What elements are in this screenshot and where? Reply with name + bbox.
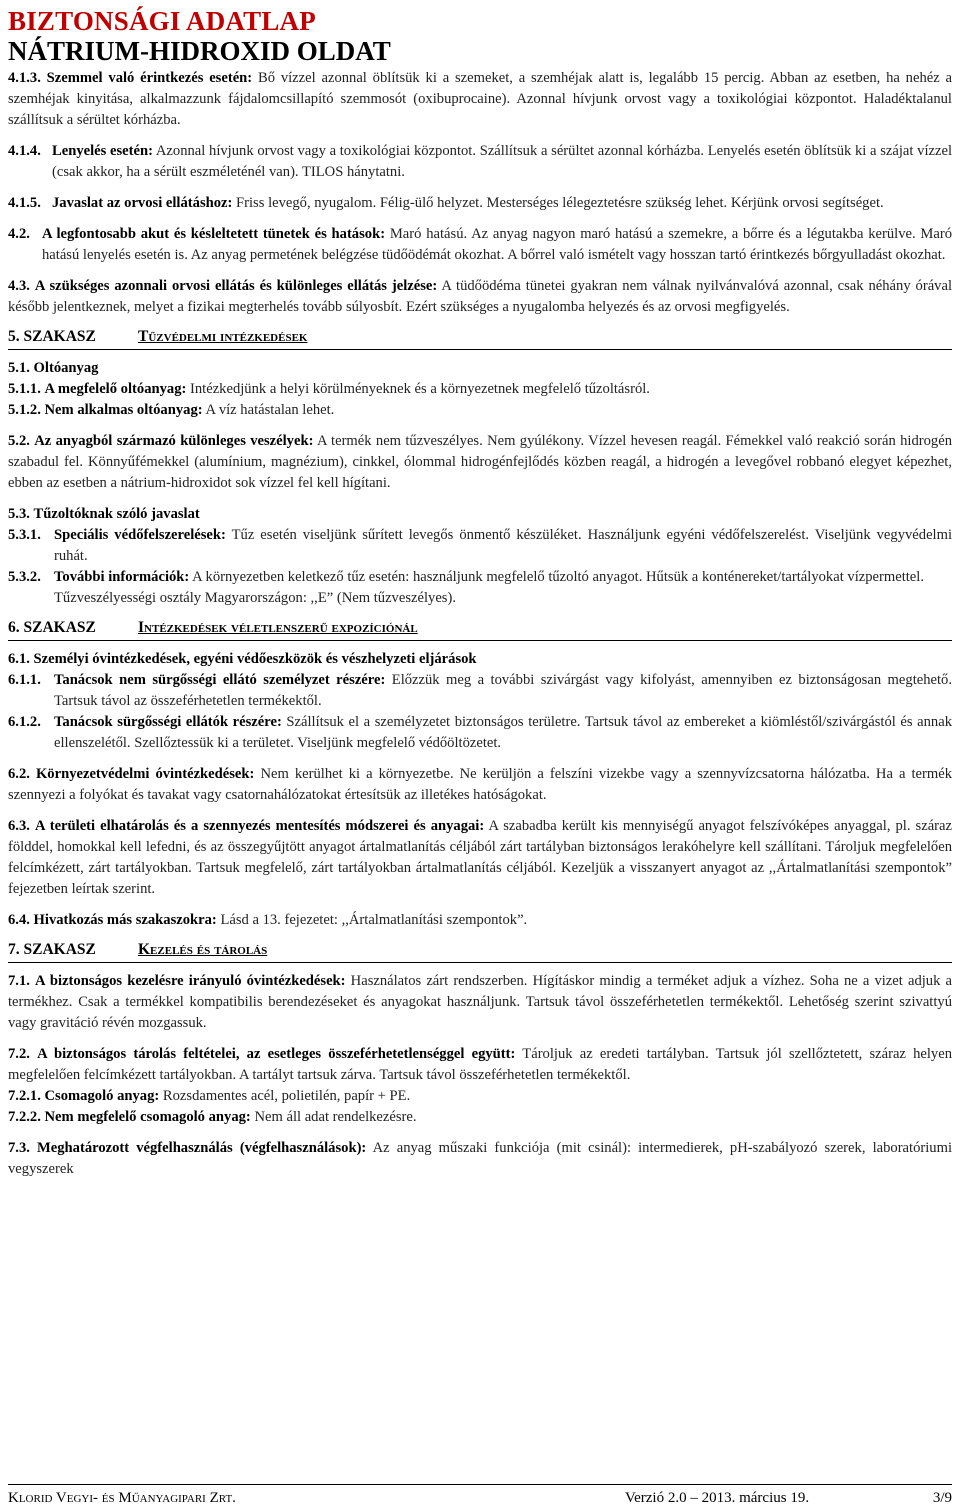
para-text: Maró hatású. Az anyag nagyon maró hatású a szemekre, a bőrre és a légutakba kerülve. Maró hatású lenyelés esetén is. Az anyag permetének belégzése tüdőödémát okozhat. A bőrrel való ismételt vagy hosszan tartó érintkezés bőrgyulladást okozhat. — [42, 226, 952, 263]
para-number: 4.2. — [8, 226, 30, 242]
para-label: Hivatkozás más szakaszokra: — [33, 912, 217, 928]
page-footer — [8, 1484, 952, 1509]
para-text: Rozsdamentes acél, polietilén, papír + PE. — [162, 1088, 411, 1104]
para-number: 7.2.2. — [8, 1109, 41, 1125]
para-number: 4.3. — [8, 278, 30, 294]
para-number: 5.2. — [8, 433, 30, 449]
para-6-1 — [8, 649, 952, 670]
para-5-1 — [8, 358, 952, 379]
para-text: Az anyag műszaki funkciója (mit csinál): intermedierek, pH-szabályozó szerek, laboratóriumi vegyszerek — [8, 1140, 953, 1177]
para-label: Javaslat az orvosi ellátáshoz: — [52, 195, 233, 211]
para-number: 4.1.3. — [8, 70, 41, 86]
footer-version: Verzió 2.0 – 2013. március 19. — [624, 1490, 810, 1506]
para-number: 4.1.4. — [8, 143, 41, 159]
para-text: Tároljuk az eredeti tartályban. Tartsuk jól szellőztetett, száraz helyen megfelelően felcímkézett tartályokban. A tartályt tartsuk zárva. Tartsuk távol összeférhetetlen termékektől. — [8, 1046, 952, 1083]
para-number: 7.2.1. — [8, 1088, 41, 1104]
para-text: Azonnal hívjunk orvost vagy a toxikológiai központot. Szállítsuk a sérültet azonnal kórházba. Lenyelés esetén öblítsük ki a szájat vízzel (csak akkor, ha a sérült eszméleténél van). TILOS hánytatni. — [52, 143, 952, 180]
para-text: Előzzük meg a további szivárgást vagy kifolyást, amennyiben ez biztonságosan megtehető. Tartsuk távol az összeférhetetlen termékektől. — [54, 672, 952, 709]
footer-company: Klorid Vegyi- és Műanyagipari Zrt. — [8, 1490, 236, 1506]
section-header-7 — [8, 939, 952, 963]
para-number: 6.1.2. — [8, 714, 41, 730]
para-7-1 — [8, 971, 952, 1034]
para-label: Csomagoló anyag: — [44, 1088, 160, 1104]
para-label: A szükséges azonnali orvosi ellátás és különleges ellátás jelzése: — [34, 278, 438, 294]
para-6-1-2 — [8, 712, 952, 754]
document-title: BIZTONSÁGI ADATLAP — [8, 6, 316, 36]
para-text: Nem áll adat rendelkezésre. — [254, 1109, 417, 1125]
para-7-2-2 — [8, 1107, 952, 1128]
product-name: NÁTRIUM-HIDROXID OLDAT — [8, 36, 391, 66]
para-number: 6.4. — [8, 912, 30, 928]
para-5-1-2 — [8, 400, 952, 421]
para-number: 5.3.1. — [8, 527, 41, 543]
para-label: Környezetvédelmi óvintézkedések: — [35, 766, 255, 782]
para-label: Speciális védőfelszerelések: — [54, 527, 226, 543]
para-text: Lásd a 13. fejezetet: ,,Ártalmatlanítási szempontok”. — [220, 912, 528, 928]
para-text-2: Tűzveszélyességi osztály Magyarországon: ,,E” (Nem tűzveszélyes). — [54, 590, 456, 606]
para-text: Bő vízzel azonnal öblítsük ki a szemeket, a szemhéjak alatt is, legalább 15 percig. Abban az esetben, ha nehéz a szemhéjak kinyitása, alkalmazzunk fájdalomcsillapító szemmosót (oxibuprocaine). Azonnal hívjunk orvost vagy a toxikológiai központot. Haladéktalanul szállítsuk a sérültet kórházba. — [8, 70, 953, 128]
para-number: 6.1.1. — [8, 672, 41, 688]
para-label: Lenyelés esetén: — [52, 143, 153, 159]
para-text: A szabadba került kis mennyiségű anyagot felszívóképes anyaggal, pl. száraz földdel, homokkal kell lefedni, és az összegyűjtött anyagot ártalmatlanítás céljából zárt tartályban biztonságos lerakóhelyre kell szállítani. Tároljuk megfelelően felcímkézett, zárt tartályokban. Tartsuk megfelelő, zárt tartályokban ártalmatlanítás céljából. Kezeljük a visszanyert anyagot az ,,Ártalmatlanítási szempontok” fejezetben leírtak szerint. — [8, 818, 952, 897]
section-number: 6. SZAKASZ — [8, 619, 96, 636]
para-5-3-1 — [8, 525, 952, 567]
para-number: 4.1.5. — [8, 195, 41, 211]
para-text: Friss levegő, nyugalom. Félig-ülő helyzet. Mesterséges lélegeztetésre szükség lehet. Kérjünk orvosi segítséget. — [236, 195, 884, 211]
para-number: 6.1. — [8, 651, 30, 667]
para-label: A megfelelő oltóanyag: — [44, 381, 187, 397]
para-4-1-3 — [8, 68, 952, 131]
para-label: A legfontosabb akut és késleltetett tünetek és hatások: — [42, 226, 386, 242]
para-label: A területi elhatárolás és a szennyezés mentesítés módszerei és anyagai: — [34, 818, 485, 834]
para-text: Intézkedjünk a helyi körülményeknek és a környezetnek megfelelő tűzoltásról. — [190, 381, 650, 397]
footer-meta — [617, 1488, 952, 1509]
para-label: További információk: — [54, 569, 190, 585]
para-7-3 — [8, 1138, 952, 1180]
para-7-2-1 — [8, 1086, 952, 1107]
para-number: 5.3.2. — [8, 569, 41, 585]
section-title: Tűzvédelmi intézkedések — [138, 328, 308, 345]
para-label: Tanácsok sürgősségi ellátók részére: — [54, 714, 282, 730]
para-number: 7.2. — [8, 1046, 30, 1062]
para-6-1-1 — [8, 670, 952, 712]
para-5-3 — [8, 504, 952, 525]
para-label: Meghatározott végfelhasználás (végfelhasználások): — [37, 1140, 367, 1156]
para-label: Tűzoltóknak szóló javaslat — [33, 506, 200, 522]
para-label: Tanácsok nem sürgősségi ellátó személyzet részére: — [54, 672, 386, 688]
para-4-2 — [8, 224, 952, 266]
para-5-3-2 — [8, 567, 952, 609]
para-number: 7.3. — [8, 1140, 30, 1156]
para-label: Nem megfelelő csomagoló anyag: — [44, 1109, 251, 1125]
para-label: Nem alkalmas oltóanyag: — [44, 402, 203, 418]
para-text: Tűz esetén viseljünk sűrített levegős önmentő készüléket. Használjunk egyéni védőfelszerelést. Viseljünk vegyvédelmi ruhát. — [54, 527, 953, 564]
para-text: A tüdőödéma tünetei gyakran nem válnak nyilvánvalóvá azonnal, csak néhány órával később jelentkeznek, melyet a fizikai megterhelés tovább súlyosbít. Ezért szükséges a nyugalomba helyezés és az orvosi megfigyelés. — [8, 278, 953, 315]
para-7-2 — [8, 1044, 952, 1086]
para-6-3 — [8, 816, 952, 900]
para-number: 5.1.1. — [8, 381, 41, 397]
para-4-3 — [8, 276, 952, 318]
section-number: 5. SZAKASZ — [8, 328, 96, 345]
para-label: Oltóanyag — [33, 360, 99, 376]
para-text: Használatos zárt rendszerben. Hígításkor mindig a terméket adjuk a vízhez. Soha ne a vizet adjuk a termékhez. Csak a termékkel kompatibilis berendezéseket és anyagokat használjunk. Tartsuk távol összeférhetetlen termékektől. Lehetőség szerint szivattyú vagy gravitáció révén mozgassuk. — [8, 973, 952, 1031]
para-number: 6.2. — [8, 766, 30, 782]
para-label: Szemmel való érintkezés esetén: — [46, 70, 253, 86]
section-header-5 — [8, 326, 952, 350]
para-label: A biztonságos kezelésre irányuló óvintézkedések: — [35, 973, 346, 989]
section-number: 7. SZAKASZ — [8, 941, 96, 958]
section-title: Intézkedések véletlenszerű expozíciónál — [138, 619, 418, 636]
para-number: 5.1. — [8, 360, 30, 376]
section-header-6 — [8, 617, 952, 641]
para-text: A víz hatástalan lehet. — [205, 402, 335, 418]
para-6-2 — [8, 764, 952, 806]
section-title: Kezelés és tárolás — [138, 941, 268, 958]
para-number: 5.3. — [8, 506, 30, 522]
para-4-1-4 — [8, 141, 952, 183]
para-4-1-5 — [8, 193, 952, 214]
para-text: A környezetben keletkező tűz esetén: használjunk megfelelő tűzoltó anyagot. Hűtsük a konténereket/tartályokat vízpermettel. — [192, 569, 924, 585]
para-5-2 — [8, 431, 952, 494]
para-label: A biztonságos tárolás feltételei, az esetleges összeférhetetlenséggel együtt: — [37, 1046, 516, 1062]
para-number: 7.1. — [8, 973, 30, 989]
para-text: Nem kerülhet ki a környezetbe. Ne kerüljön a felszíni vizekbe vagy a szennyvízcsatorna hálózatba. Ha a termék szennyezi a folyókat és tavakat vagy csatornahálózatokat értesítsük az illetékes hatóságokat. — [8, 766, 953, 803]
footer-page-number: 3/9 — [932, 1490, 952, 1506]
para-5-1-1 — [8, 379, 952, 400]
para-text: A termék nem tűzveszélyes. Nem gyúlékony. Vízzel hevesen reagál. Fémekkel való reakció során hidrogén szabadul fel. Könnyűfémekkel (alumínium, magnézium), cinkkel, ólommal hidrogénfejlődés közben reagál, a hidrogén a levegővel robbanó elegyet képezhet, ebben az esetben a nátrium-hidroxidot sok vízzel fel kell hígítani. — [8, 433, 952, 491]
para-6-4 — [8, 910, 952, 931]
para-text: Szállítsuk el a személyzetet biztonságos területre. Tartsuk távol az embereket a kiömléstől/szivárgástól és annak ellenszelétől. Szellőztessük ki a területet. Viseljünk megfelelő védőöltözetet. — [54, 714, 952, 751]
para-label: Az anyagból származó különleges veszélyek: — [34, 433, 314, 449]
para-number: 6.3. — [8, 818, 30, 834]
para-number: 5.1.2. — [8, 402, 41, 418]
para-label: Személyi óvintézkedések, egyéni védőeszközök és vészhelyzeti eljárások — [33, 651, 477, 667]
